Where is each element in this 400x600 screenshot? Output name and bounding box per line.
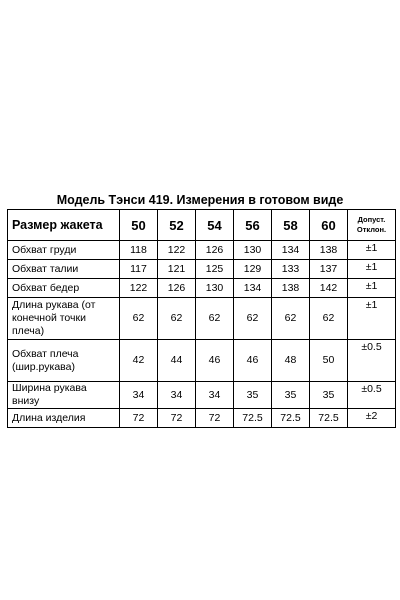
measure-cell: 138 bbox=[272, 279, 310, 298]
measure-cell: 34 bbox=[158, 382, 196, 409]
size-label-header: Размер жакета bbox=[8, 210, 120, 241]
measure-cell: 62 bbox=[310, 298, 348, 340]
size-header: 58 bbox=[272, 210, 310, 241]
measure-cell: 46 bbox=[234, 340, 272, 382]
measurements-table bbox=[7, 209, 396, 428]
measure-cell: 129 bbox=[234, 260, 272, 279]
row-label: Обхват талии bbox=[8, 260, 120, 279]
table-row bbox=[8, 260, 396, 279]
measure-cell: 126 bbox=[158, 279, 196, 298]
row-label: Ширина рукава внизу bbox=[8, 382, 120, 409]
measure-cell: 35 bbox=[272, 382, 310, 409]
row-label: Длина рукава (от конечной точки плеча) bbox=[8, 298, 120, 340]
measure-cell: 72 bbox=[120, 409, 158, 428]
measure-cell: 138 bbox=[310, 241, 348, 260]
measure-cell: 125 bbox=[196, 260, 234, 279]
tolerance-cell: ±1 bbox=[348, 298, 396, 340]
measure-cell: 62 bbox=[196, 298, 234, 340]
size-header: 54 bbox=[196, 210, 234, 241]
tolerance-cell: ±2 bbox=[348, 409, 396, 428]
measure-cell: 130 bbox=[196, 279, 234, 298]
measure-cell: 62 bbox=[272, 298, 310, 340]
measure-cell: 35 bbox=[310, 382, 348, 409]
measure-cell: 72.5 bbox=[272, 409, 310, 428]
size-header: 50 bbox=[120, 210, 158, 241]
measure-cell: 62 bbox=[234, 298, 272, 340]
measure-cell: 126 bbox=[196, 241, 234, 260]
tolerance-cell: ±0.5 bbox=[348, 382, 396, 409]
tolerance-cell: ±1 bbox=[348, 241, 396, 260]
table-row bbox=[8, 298, 396, 340]
measure-cell: 122 bbox=[120, 279, 158, 298]
size-header: 60 bbox=[310, 210, 348, 241]
measure-cell: 72 bbox=[158, 409, 196, 428]
measure-cell: 72.5 bbox=[310, 409, 348, 428]
measure-cell: 34 bbox=[120, 382, 158, 409]
measure-cell: 62 bbox=[120, 298, 158, 340]
measure-cell: 44 bbox=[158, 340, 196, 382]
table-row bbox=[8, 241, 396, 260]
tolerance-cell: ±1 bbox=[348, 279, 396, 298]
measure-cell: 50 bbox=[310, 340, 348, 382]
tolerance-cell: ±1 bbox=[348, 260, 396, 279]
table-row bbox=[8, 279, 396, 298]
tolerance-header: Допуст. Отклон. bbox=[348, 210, 396, 241]
row-label: Обхват бедер bbox=[8, 279, 120, 298]
measure-cell: 62 bbox=[158, 298, 196, 340]
measure-cell: 35 bbox=[234, 382, 272, 409]
table-title: Модель Тэнси 419. Измерения в готовом виде bbox=[56, 193, 344, 207]
table-row bbox=[8, 340, 396, 382]
measure-cell: 46 bbox=[196, 340, 234, 382]
measure-cell: 134 bbox=[234, 279, 272, 298]
table-header-row bbox=[8, 210, 396, 241]
tolerance-cell: ±0.5 bbox=[348, 340, 396, 382]
size-header: 52 bbox=[158, 210, 196, 241]
measure-cell: 121 bbox=[158, 260, 196, 279]
measure-cell: 117 bbox=[120, 260, 158, 279]
table-row bbox=[8, 382, 396, 409]
measure-cell: 137 bbox=[310, 260, 348, 279]
measure-cell: 122 bbox=[158, 241, 196, 260]
measure-cell: 130 bbox=[234, 241, 272, 260]
measure-cell: 42 bbox=[120, 340, 158, 382]
measure-cell: 118 bbox=[120, 241, 158, 260]
row-label: Обхват груди bbox=[8, 241, 120, 260]
size-header: 56 bbox=[234, 210, 272, 241]
measure-cell: 142 bbox=[310, 279, 348, 298]
measure-cell: 72 bbox=[196, 409, 234, 428]
row-label: Длина изделия bbox=[8, 409, 120, 428]
measure-cell: 34 bbox=[196, 382, 234, 409]
measure-cell: 72.5 bbox=[234, 409, 272, 428]
row-label: Обхват плеча (шир.рукава) bbox=[8, 340, 120, 382]
measure-cell: 134 bbox=[272, 241, 310, 260]
measure-cell: 133 bbox=[272, 260, 310, 279]
table-row bbox=[8, 409, 396, 428]
measure-cell: 48 bbox=[272, 340, 310, 382]
